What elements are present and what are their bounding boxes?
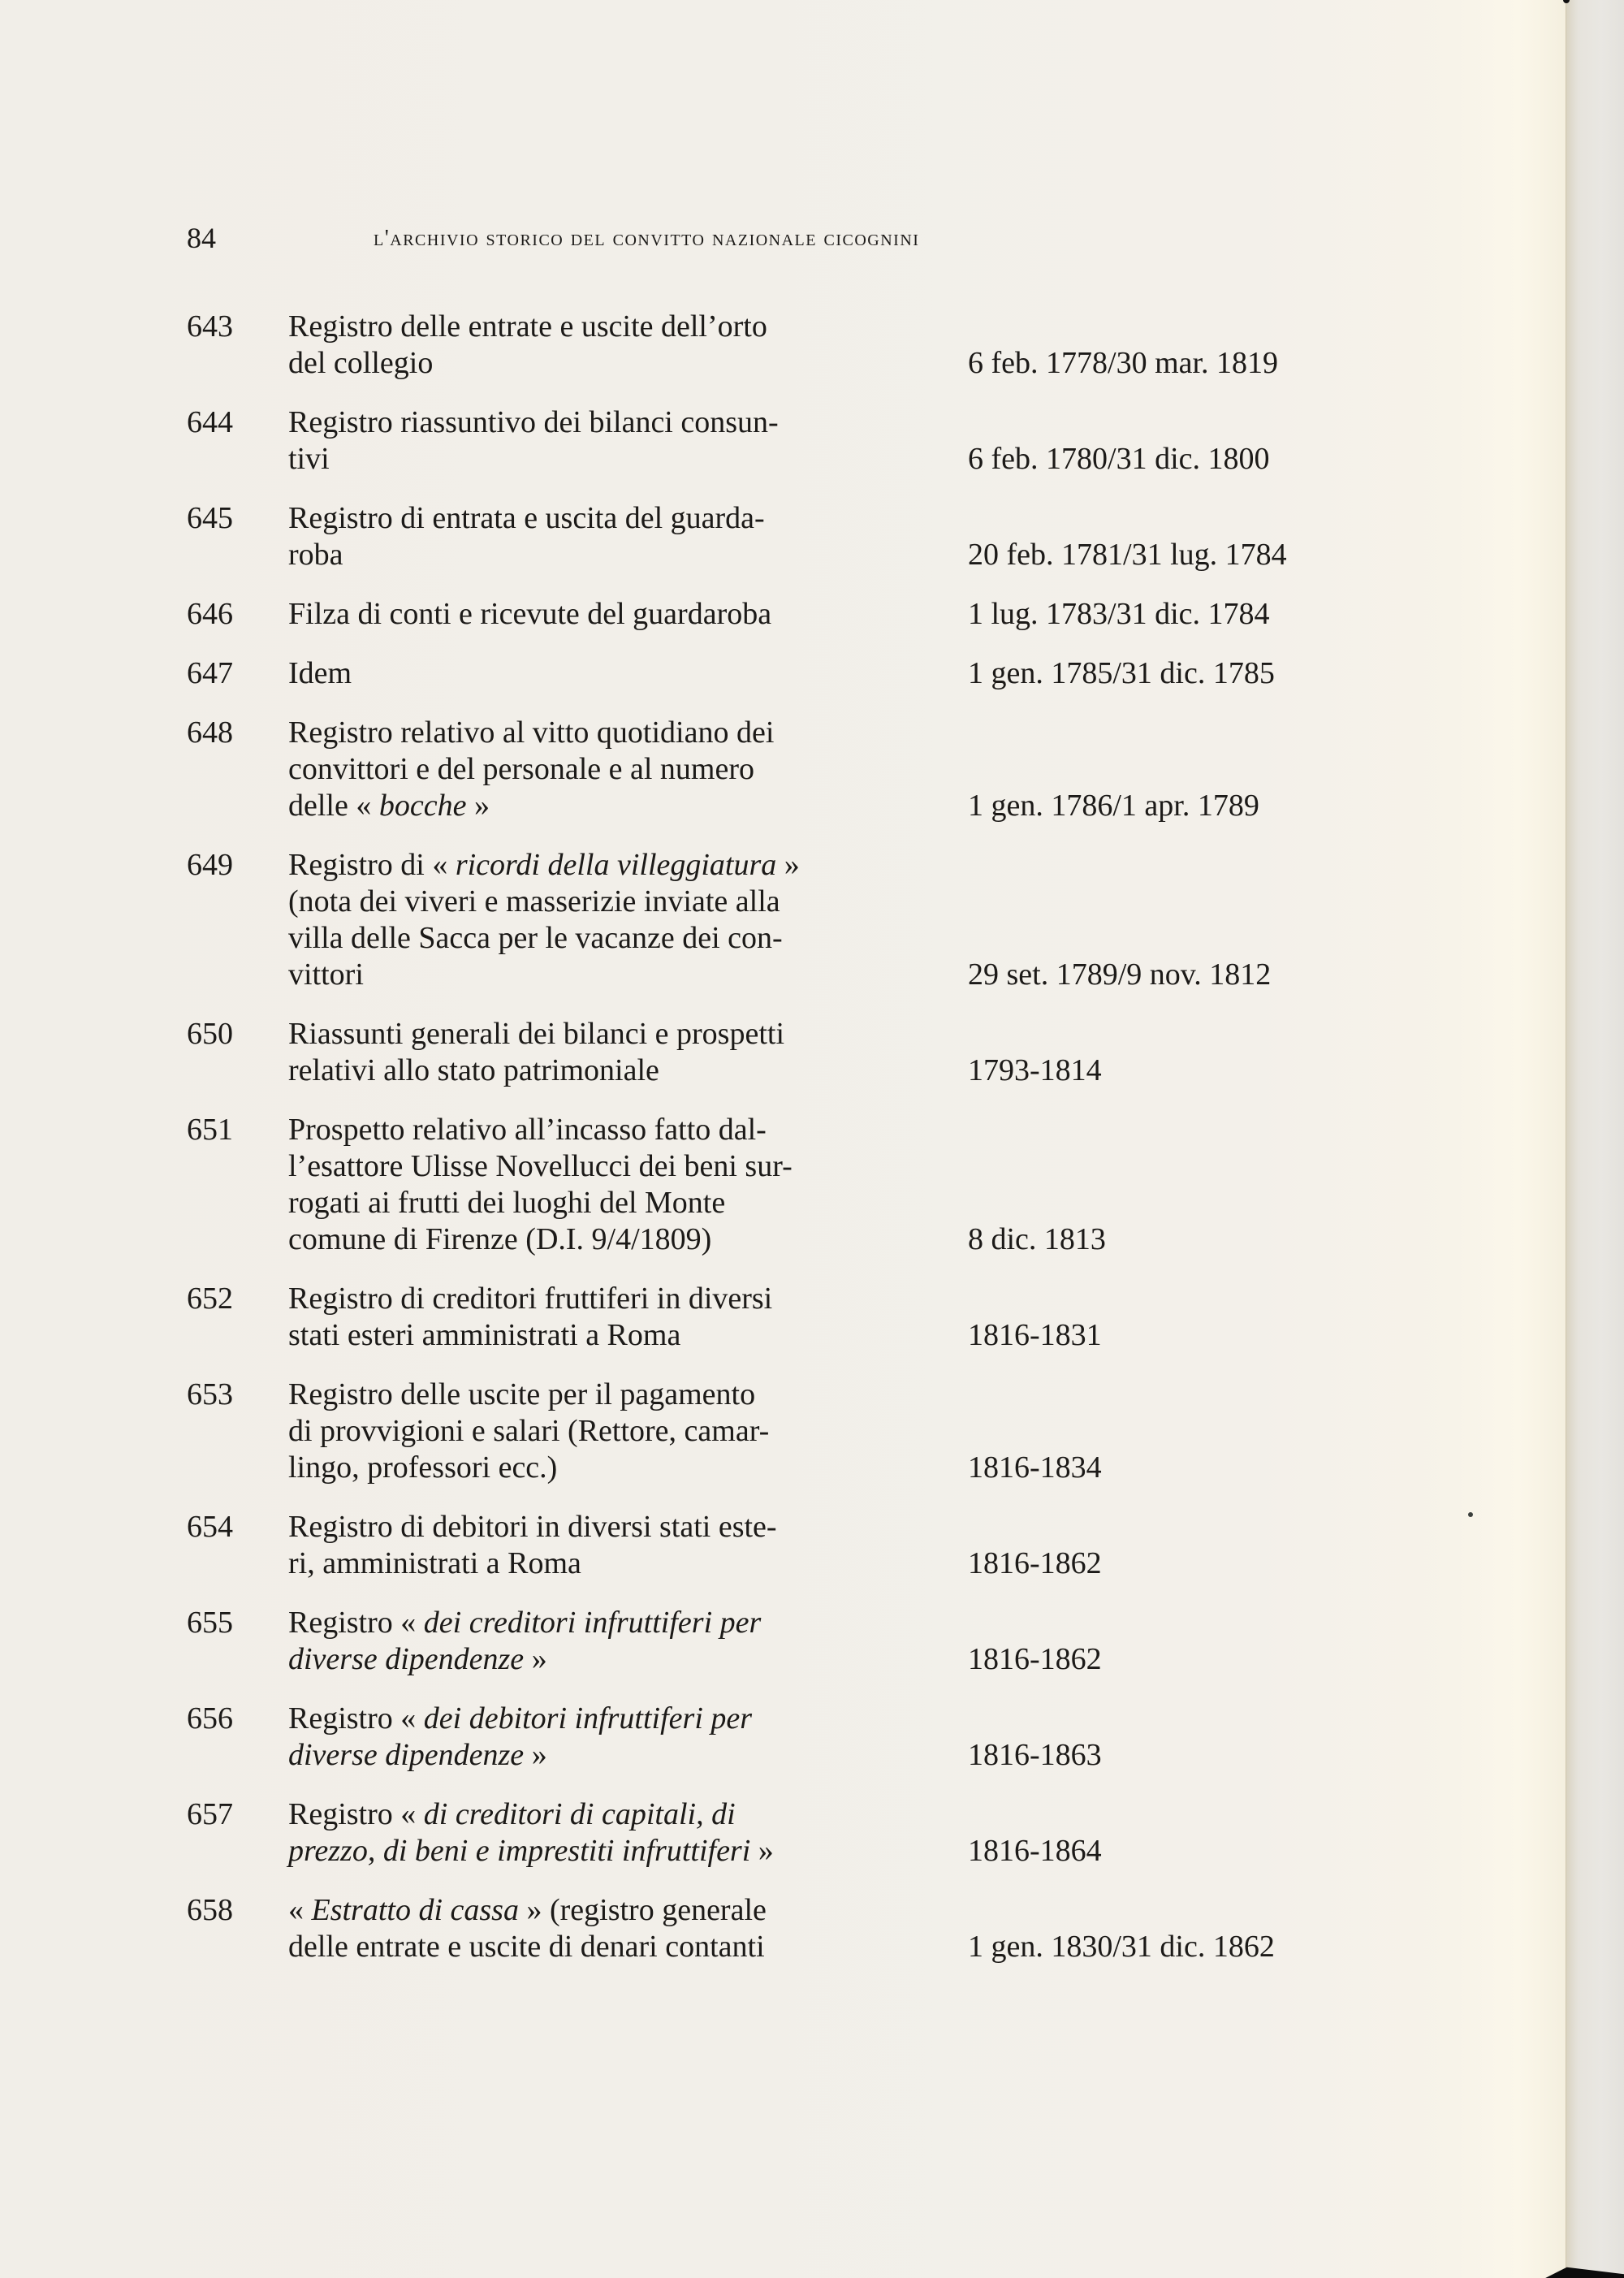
description-line: Registro di entrata e uscita del guarda- — [288, 501, 765, 535]
entry-date-range: 8 dic. 1813 — [968, 1222, 1106, 1256]
entry-description — [288, 1112, 840, 1258]
entry-number: 646 — [187, 597, 233, 631]
archive-entry — [187, 1892, 1389, 1965]
archive-entry — [187, 1796, 1389, 1870]
description-line: (nota dei viveri e masserizie inviate alla — [288, 884, 780, 919]
entry-date-range: 1816-1834 — [968, 1450, 1102, 1485]
description-line: Registro « dei debitori infruttiferi per — [288, 1701, 753, 1736]
entry-date-range: 29 set. 1789/9 nov. 1812 — [968, 957, 1272, 992]
description-line: Registro « di creditori di capitali, di — [288, 1797, 736, 1831]
entry-number: 654 — [187, 1510, 233, 1544]
page-number: 84 — [187, 222, 216, 254]
entry-number: 648 — [187, 715, 233, 750]
archive-entry — [187, 309, 1389, 382]
archive-entry — [187, 1112, 1389, 1258]
entry-number: 653 — [187, 1377, 233, 1411]
book-gutter — [1566, 0, 1624, 2278]
entry-date-range: 1816-1863 — [968, 1738, 1102, 1772]
archive-entry — [187, 655, 1389, 692]
entry-number: 656 — [187, 1701, 233, 1736]
entry-date-range: 20 feb. 1781/31 lug. 1784 — [968, 538, 1287, 572]
page-header — [187, 221, 1259, 262]
archive-entry — [187, 715, 1389, 824]
entry-number: 655 — [187, 1606, 233, 1640]
entry-description — [288, 404, 840, 478]
description-line: del collegio — [288, 346, 434, 380]
description-line: di provvigioni e salari (Rettore, camar- — [288, 1414, 770, 1448]
running-title: l'archivio storico del convitto nazionale cicognini — [374, 226, 920, 251]
archive-entry-list — [187, 309, 1389, 1988]
archive-entry — [187, 1377, 1389, 1486]
description-line: roba — [288, 538, 343, 572]
entry-date-range: 1816-1862 — [968, 1546, 1102, 1580]
description-line: Registro delle uscite per il pagamento — [288, 1377, 756, 1411]
entry-date-range: 1 lug. 1783/31 dic. 1784 — [968, 597, 1270, 631]
entry-date-range: 1816-1831 — [968, 1318, 1102, 1352]
entry-description — [288, 1701, 840, 1774]
archive-entry — [187, 1509, 1389, 1582]
description-line: convittori e del personale e al numero — [288, 752, 755, 786]
description-line: Prospetto relativo all’incasso fatto dal- — [288, 1113, 767, 1147]
description-line: diverse dipendenze » — [288, 1738, 547, 1772]
description-line: Idem — [288, 656, 352, 690]
archive-entry — [187, 1016, 1389, 1089]
entry-description — [288, 1892, 840, 1965]
entry-date-range: 1793-1814 — [968, 1053, 1102, 1087]
description-line: Registro relativo al vitto quotidiano dei — [288, 715, 775, 750]
description-line: vittori — [288, 957, 364, 992]
description-line: Registro di creditori fruttiferi in diversi — [288, 1282, 773, 1316]
entry-date-range: 1816-1862 — [968, 1642, 1102, 1676]
archive-entry — [187, 847, 1389, 993]
entry-description — [288, 1605, 840, 1678]
entry-description — [288, 1377, 840, 1486]
entry-number: 657 — [187, 1797, 233, 1831]
description-line: relativi allo stato patrimoniale — [288, 1053, 659, 1087]
entry-description — [288, 500, 840, 573]
description-line: Filza di conti e ricevute del guardaroba — [288, 597, 772, 631]
description-line: diverse dipendenze » — [288, 1642, 547, 1676]
entry-description — [288, 1796, 840, 1870]
entry-description — [288, 1281, 840, 1354]
entry-description — [288, 1016, 840, 1089]
description-line: Registro « dei creditori infruttiferi per — [288, 1606, 762, 1640]
archive-entry — [187, 596, 1389, 633]
entry-number: 645 — [187, 501, 233, 535]
archive-entry — [187, 500, 1389, 573]
entry-number: 658 — [187, 1893, 233, 1927]
description-line: prezzo, di beni e imprestiti infruttiferi » — [288, 1834, 774, 1868]
entry-date-range: 6 feb. 1780/31 dic. 1800 — [968, 442, 1270, 476]
entry-date-range: 1816-1864 — [968, 1834, 1102, 1868]
entry-number: 649 — [187, 848, 233, 882]
entry-number: 650 — [187, 1017, 233, 1051]
description-line: tivi — [288, 442, 330, 476]
archive-entry — [187, 1281, 1389, 1354]
entry-number: 643 — [187, 309, 233, 344]
description-line: Registro riassuntivo dei bilanci consun- — [288, 405, 779, 439]
description-line: ri, amministrati a Roma — [288, 1546, 581, 1580]
archive-entry — [187, 404, 1389, 478]
entry-description — [288, 596, 840, 633]
description-line: stati esteri amministrati a Roma — [288, 1318, 681, 1352]
entry-number: 647 — [187, 656, 233, 690]
entry-number: 644 — [187, 405, 233, 439]
description-line: Registro di « ricordi della villeggiatura » — [288, 848, 800, 882]
entry-description — [288, 715, 840, 824]
entry-date-range: 1 gen. 1830/31 dic. 1862 — [968, 1930, 1275, 1964]
description-line: delle entrate e uscite di denari contanti — [288, 1930, 765, 1964]
entry-date-range: 1 gen. 1786/1 apr. 1789 — [968, 789, 1259, 823]
entry-description — [288, 309, 840, 382]
description-line: l’esattore Ulisse Novellucci dei beni sur- — [288, 1149, 793, 1183]
entry-date-range: 1 gen. 1785/31 dic. 1785 — [968, 656, 1275, 690]
entry-description — [288, 1509, 840, 1582]
description-line: lingo, professori ecc.) — [288, 1450, 558, 1485]
archive-entry — [187, 1605, 1389, 1678]
description-line: Registro di debitori in diversi stati este- — [288, 1510, 777, 1544]
description-line: Registro delle entrate e uscite dell’orto — [288, 309, 767, 344]
entry-description — [288, 655, 840, 692]
description-line: comune di Firenze (D.I. 9/4/1809) — [288, 1222, 712, 1256]
description-line: villa delle Sacca per le vacanze dei con- — [288, 921, 783, 955]
archive-entry — [187, 1701, 1389, 1774]
entry-number: 652 — [187, 1282, 233, 1316]
description-line: delle « bocche » — [288, 789, 490, 823]
entry-date-range: 6 feb. 1778/30 mar. 1819 — [968, 346, 1279, 380]
entry-number: 651 — [187, 1113, 233, 1147]
description-line: Riassunti generali dei bilanci e prospetti — [288, 1017, 785, 1051]
paper-speck — [1468, 1512, 1473, 1517]
entry-description — [288, 847, 840, 993]
description-line: « Estratto di cassa » (registro generale — [288, 1893, 767, 1927]
description-line: rogati ai frutti dei luoghi del Monte — [288, 1186, 726, 1220]
